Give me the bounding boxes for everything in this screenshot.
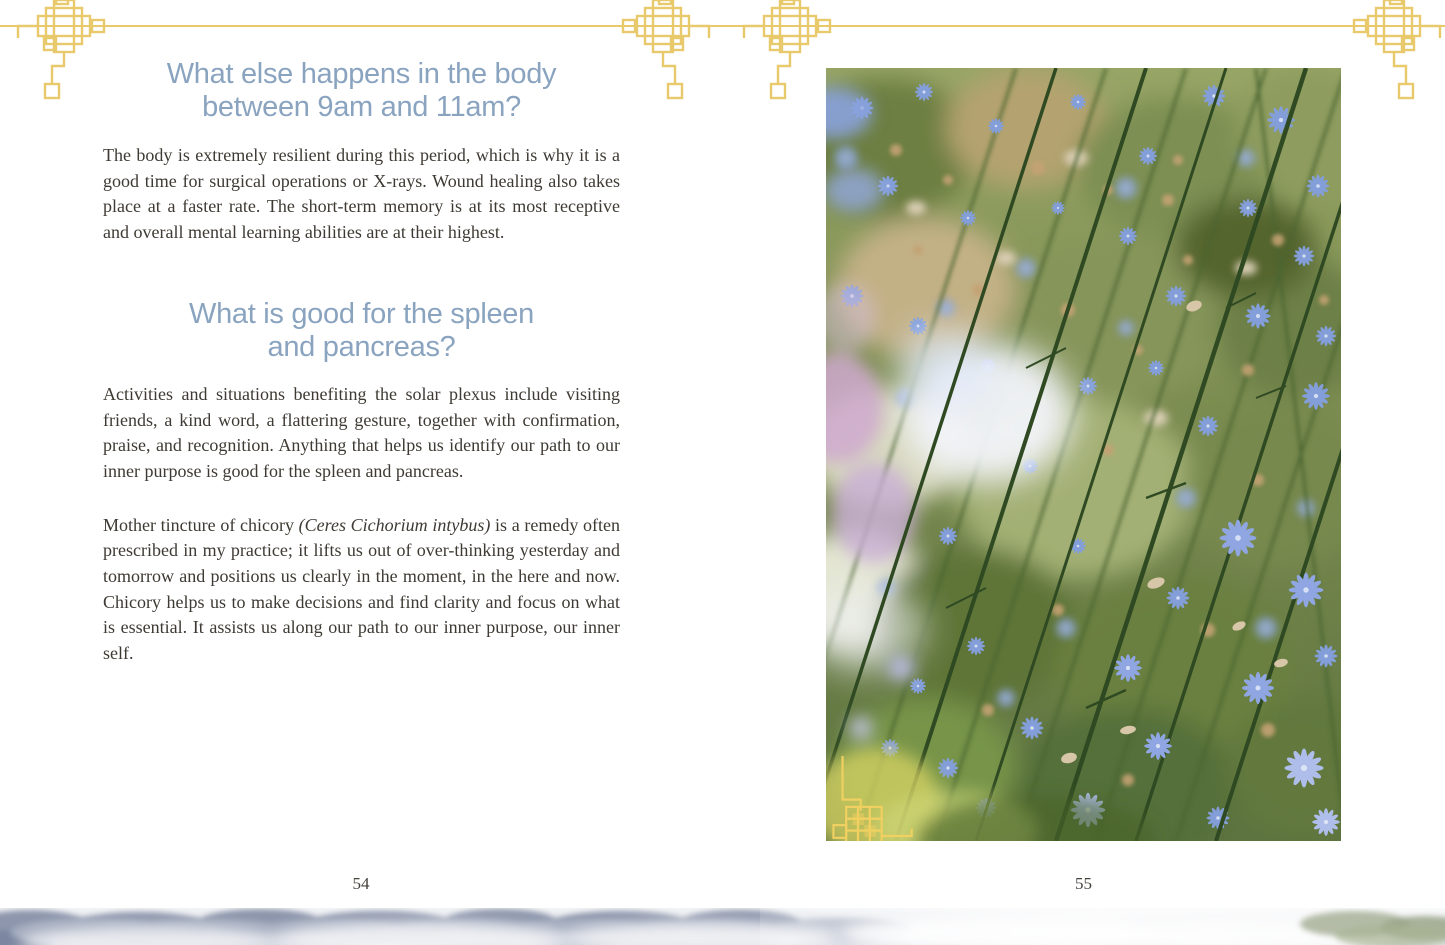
paragraph-spleen-activities: Activities and situations benefiting the solar plexus include visiting friends, a kind word, a flattering gesture, together with confirmation, praise, and recognition. Anything that helps us identify our path to our inner purpose is good for the spleen and pancreas. <box>103 383 620 481</box>
paragraph-body-resilience: The body is extremely resilient during this period, which is why it is a good time for surgical operations or X-rays. Wound healing also takes place at a faster rate. The short-term memory is at its most receptive and overall mental learning abilities are at their highest. <box>103 145 620 243</box>
knot-ornament-photo-icon <box>828 756 928 841</box>
page-number: 54 <box>352 874 370 893</box>
left-page <box>0 0 722 945</box>
heading-line: and pancreas? <box>267 330 456 363</box>
chicory-photo <box>826 68 1341 841</box>
heading-line: What is good for the spleen <box>189 297 534 330</box>
paragraph-text: is a remedy often prescribed in my practice; it lifts us out of over-thinking yesterday and tomorrow and positions us clearly in the moment, in the here and now. Chicory helps us to make decisions and find clarity and focus on what is essential. It assists us along our path to our inner purpose, our inner self. <box>103 514 620 664</box>
right-page <box>722 0 1445 945</box>
species-name-italic: (Ceres Cichorium intybus) <box>298 514 491 535</box>
chicory-photo-illustration <box>826 68 1341 841</box>
paragraph-text: Mother tincture of chicory <box>103 514 299 535</box>
page-number: 55 <box>1075 874 1092 893</box>
section-heading-body-9am-11am <box>103 58 620 124</box>
footer-landscape-image <box>0 908 1445 945</box>
section-heading-spleen-pancreas <box>103 298 620 364</box>
heading-line: between 9am and 11am? <box>202 91 521 123</box>
paragraph-chicory-tincture <box>103 513 620 667</box>
heading-line: What else happens in the body <box>166 58 557 90</box>
text-column <box>103 58 620 667</box>
